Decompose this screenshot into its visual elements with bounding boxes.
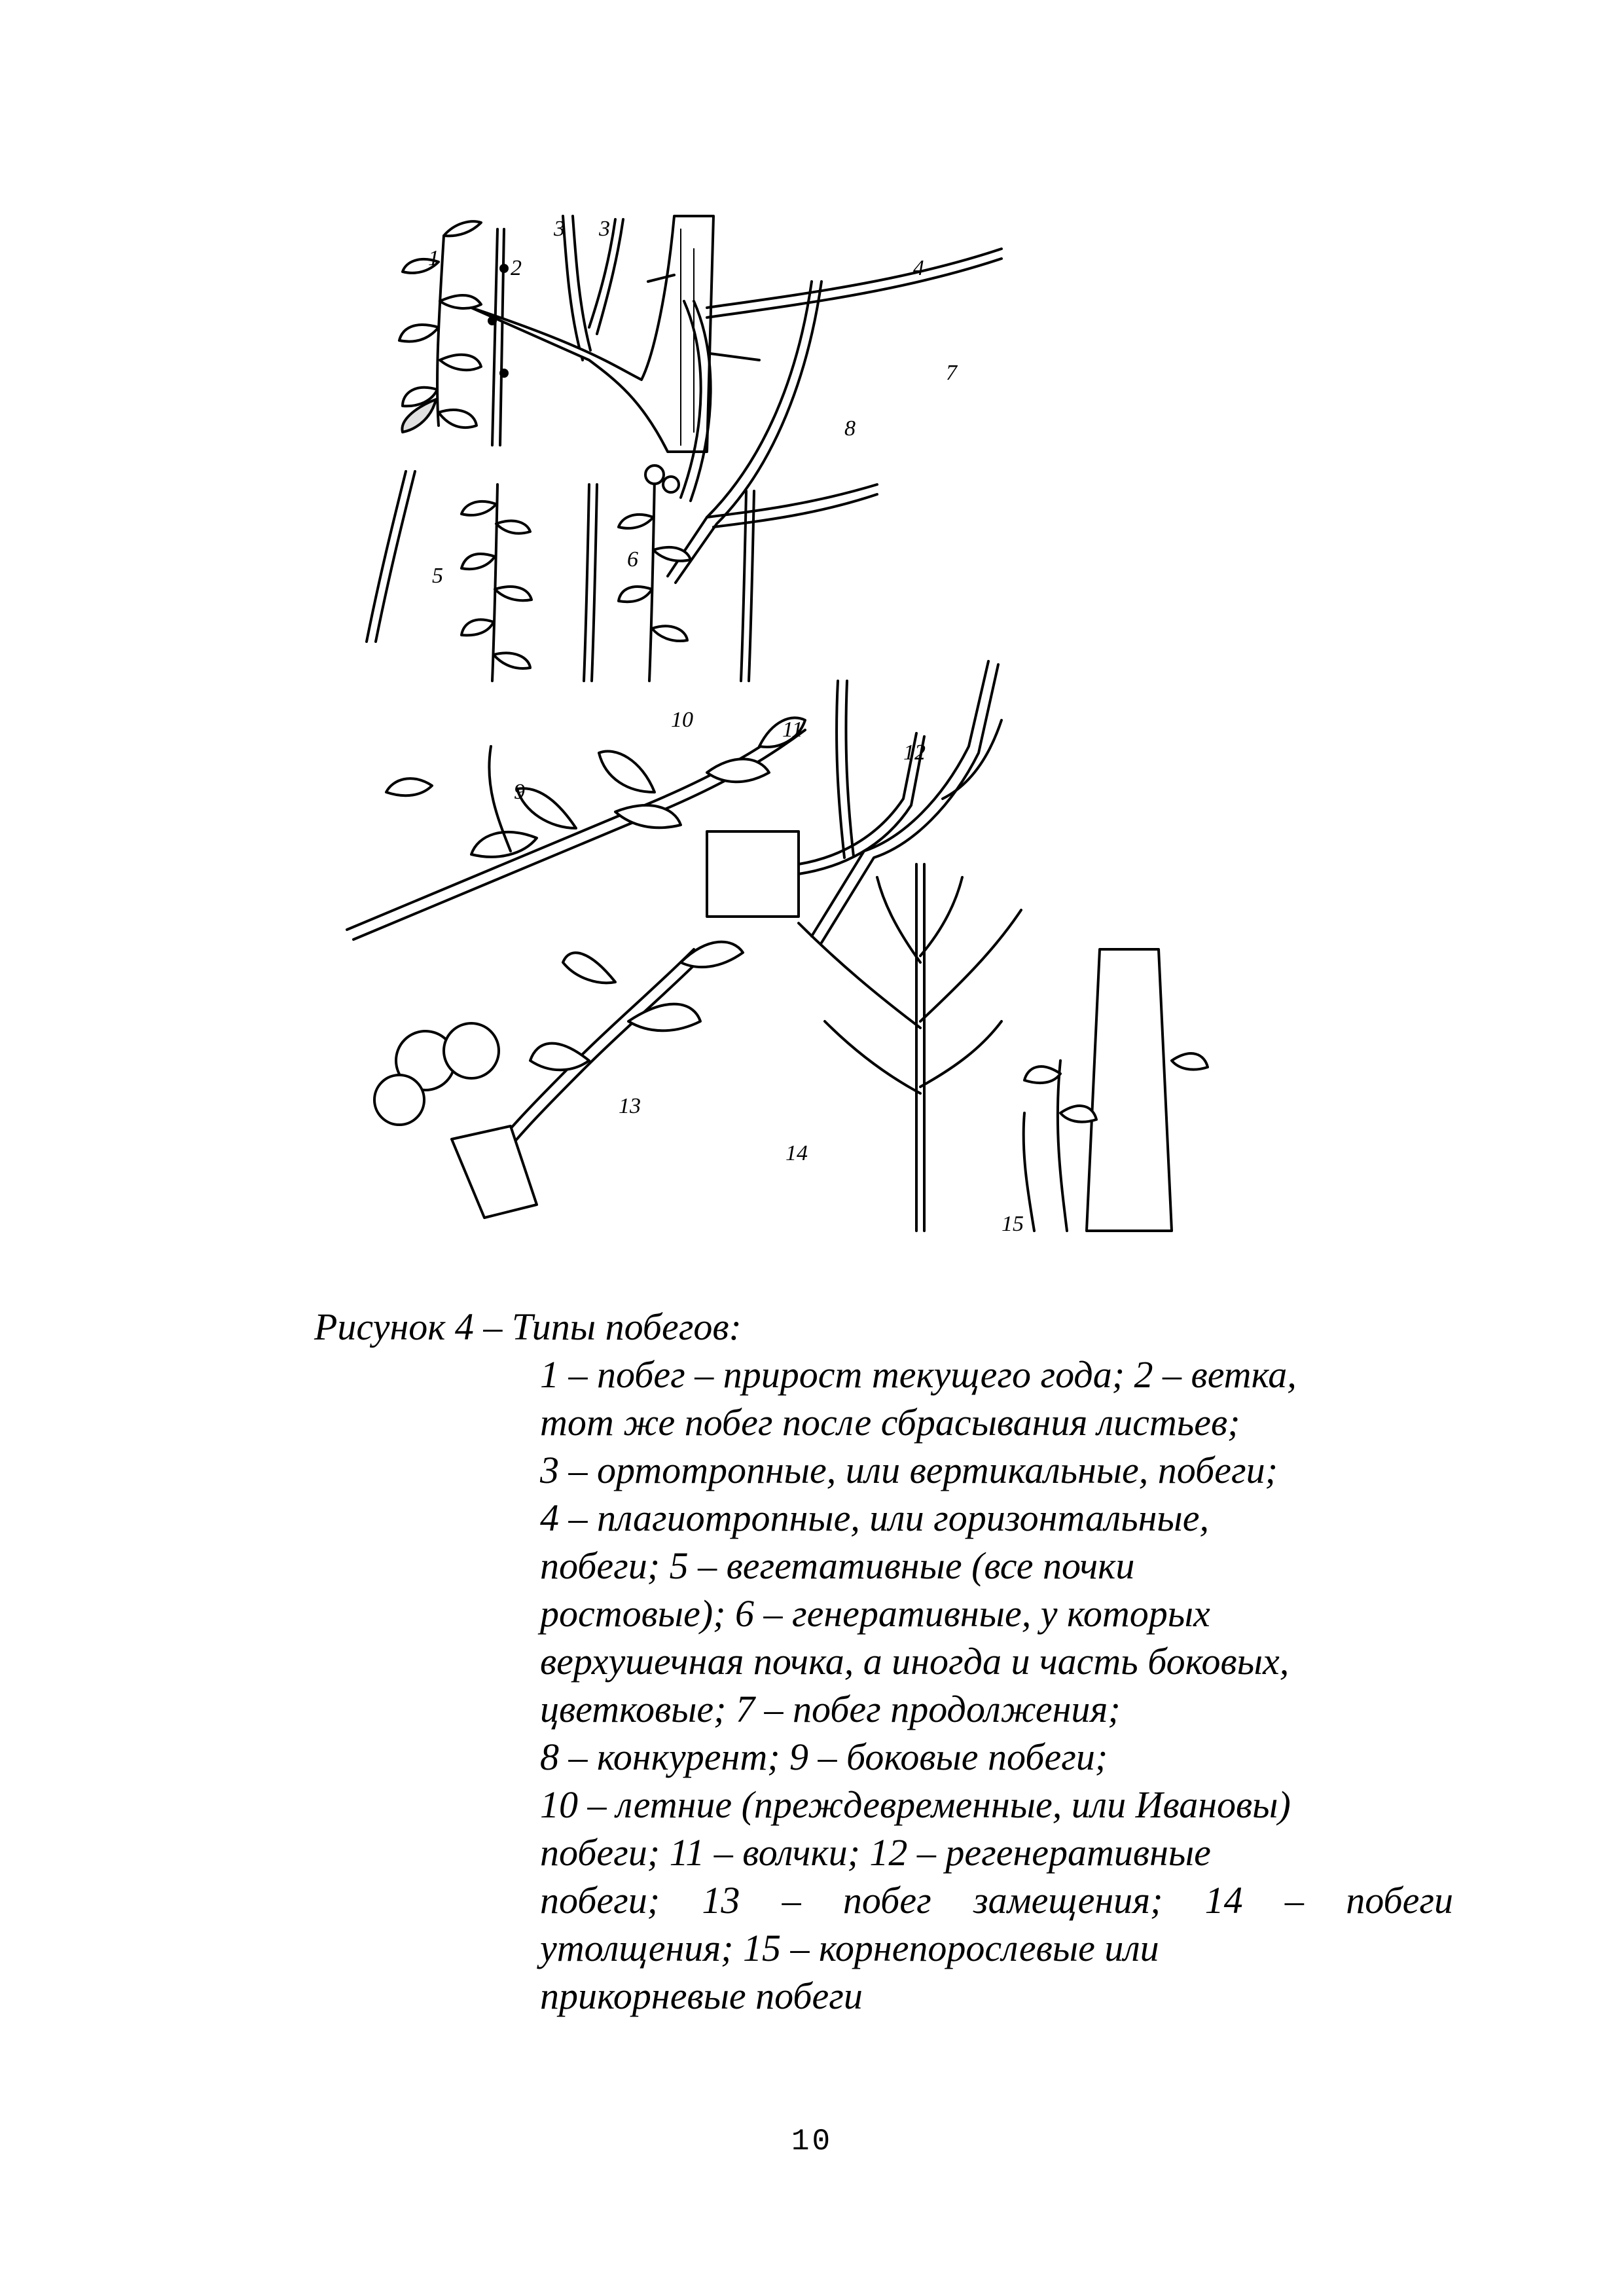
figure-label: 8 (844, 416, 856, 441)
shoot-11-12-drawing (707, 661, 1001, 943)
shoot-2-drawing (489, 229, 507, 445)
caption-line: 4 – плагиотропные, или горизонтальные, (540, 1497, 1209, 1539)
figure-label: 3 (599, 217, 610, 241)
figure-label: 5 (432, 564, 443, 588)
figure-label: 10 (671, 708, 693, 732)
figure-label: 7 (946, 361, 957, 385)
caption-line: побеги; 5 – вегетативные (все почки (540, 1544, 1135, 1587)
caption-title: Рисунок 4 – Типы побегов: (314, 1305, 742, 1348)
caption-line: прикорневые побеги (540, 1975, 863, 2017)
shoot-types-illustration (340, 210, 1335, 1270)
figure-label: 9 (514, 780, 525, 804)
caption-line: 3 – ортотропные, или вертикальные, побеги; (540, 1449, 1278, 1491)
shoot-1-drawing (399, 221, 481, 432)
caption-line: ростовые); 6 – генеративные, у которых (540, 1592, 1210, 1635)
figure-label: 15 (1001, 1212, 1024, 1236)
caption-line: цветковые; 7 – побег продолжения; (540, 1688, 1121, 1730)
caption-line: 8 – конкурент; 9 – боковые побеги; (540, 1736, 1108, 1778)
caption-line: 1 – побег – прирост текущего года; 2 – ветка, (540, 1353, 1297, 1396)
figure-label: 11 (782, 718, 803, 742)
shoot-14-drawing (799, 864, 1021, 1231)
page-number: 10 (791, 2124, 833, 2159)
figure-label: 12 (903, 740, 926, 765)
figure-label: 13 (619, 1094, 641, 1118)
caption-line: 10 – летние (преждевременные, или Ивановы) (540, 1783, 1291, 1826)
caption-body (540, 1351, 1453, 2020)
figure-label: 6 (627, 547, 638, 572)
shoot-3-4-drawing (471, 216, 1001, 452)
figure-label: 4 (913, 256, 924, 280)
figure-label: 3 (554, 217, 565, 241)
shoot-15-drawing (1024, 949, 1208, 1231)
figure-label: 2 (511, 256, 522, 280)
shoot-5-drawing (367, 471, 532, 681)
caption-line: верхушечная почка, а иногда и часть боковых, (540, 1640, 1290, 1683)
figure-caption (314, 1303, 1453, 2020)
caption-line: побеги; 13 – побег замещения; 14 – побеги (540, 1879, 1453, 1922)
figure-label: 14 (785, 1141, 808, 1165)
figure-label: 1 (428, 246, 439, 270)
shoot-13-drawing (374, 942, 743, 1218)
caption-line: утолщения; 15 – корнепорослевые или (540, 1927, 1159, 1969)
caption-line: тот же побег после сбрасывания листьев; (540, 1401, 1240, 1444)
caption-line: побеги; 11 – волчки; 12 – регенеративные (540, 1831, 1211, 1874)
